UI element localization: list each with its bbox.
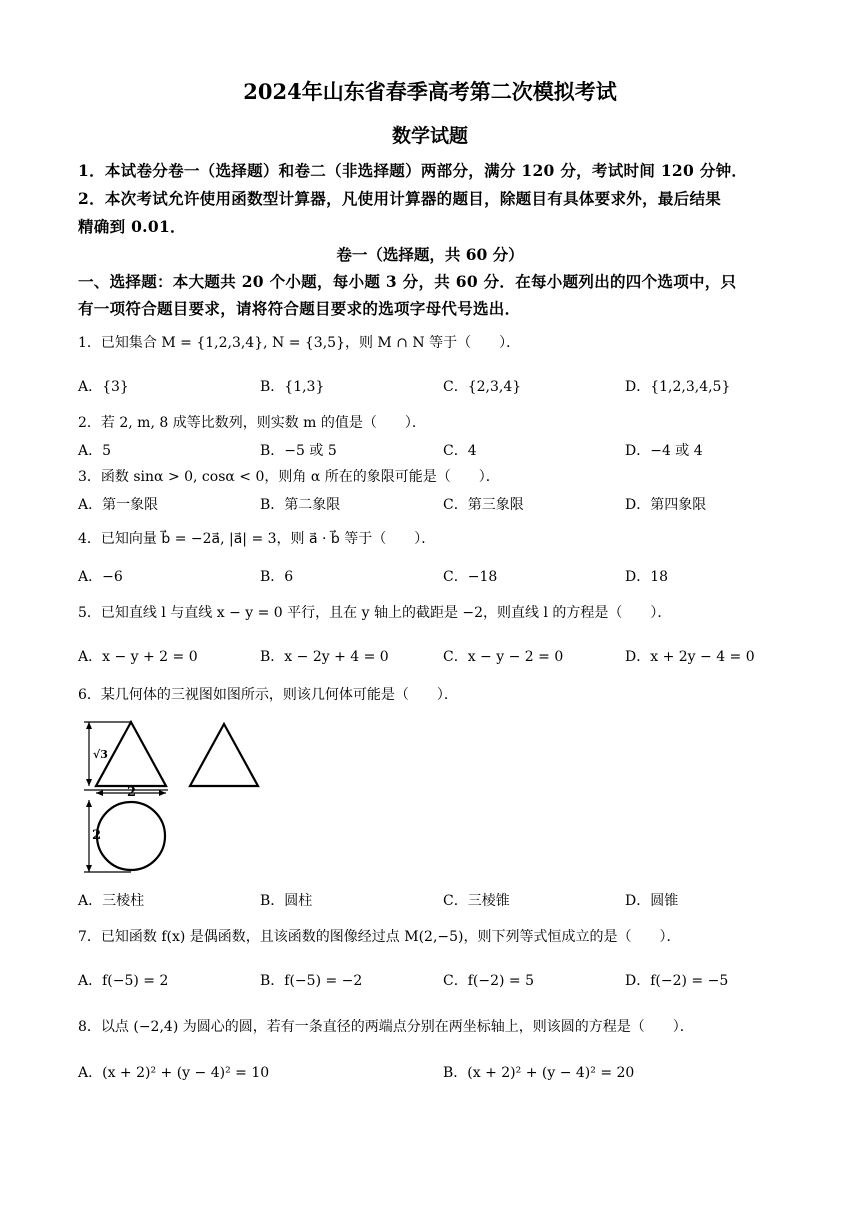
question-1-option-b: B．{1,3}	[260, 379, 325, 395]
question-7-option-b: B．f(−5) = −2	[260, 973, 363, 989]
question-4-option-c: C．−18	[443, 569, 498, 585]
question-1-option-c: C．{2,3,4}	[443, 379, 522, 395]
section-desc-line2: 有一项符合题目要求，请将符合题目要求的选项字母代号选出．	[78, 299, 521, 318]
question-8-stem: 8．以点 (−2,4) 为圆心的圆，若有一条直径的两端点分别在两坐标轴上，则该圆的方程是（ ）．	[78, 1019, 694, 1035]
top-view-circle	[97, 802, 165, 870]
question-2-option-c: C．4	[443, 443, 477, 459]
question-6-option-d: D．圆锥	[625, 893, 679, 909]
question-6-option-c: C．三棱锥	[443, 893, 510, 909]
width-label: 2	[127, 785, 137, 800]
question-2-option-a: A．5	[78, 443, 112, 459]
side-view-triangle	[190, 724, 258, 786]
instruction-1: 1．本试卷分卷一（选择题）和卷二（非选择题）两部分，满分 120 分，考试时间 120 分钟．	[78, 161, 748, 180]
question-1-stem: 1．已知集合 M = {1,2,3,4}, N = {3,5}，则 M ∩ N 等于（ ）．	[78, 335, 521, 351]
instruction-2: 2．本次考试允许使用函数型计算器，凡使用计算器的题目，除题目有具体要求外，最后结果	[78, 189, 722, 208]
question-5-option-d: D．x + 2y − 4 = 0	[625, 649, 755, 665]
question-3-option-c: C．第三象限	[443, 497, 524, 513]
question-8-option-a: A．(x + 2)² + (y − 4)² = 10	[78, 1065, 270, 1081]
question-7-option-a: A．f(−5) = 2	[78, 973, 169, 989]
question-4-option-b: B．6	[260, 569, 294, 585]
question-4-option-a: A．−6	[78, 569, 123, 585]
question-7-option-c: C．f(−2) = 5	[443, 973, 534, 989]
circle-height-label: 2	[92, 828, 102, 843]
three-view-figure	[84, 714, 274, 886]
question-2-option-d: D．−4 或 4	[625, 443, 703, 459]
question-6-option-a: A．三棱柱	[78, 893, 145, 909]
front-height-label: √3	[93, 748, 108, 761]
question-5-option-c: C．x − y − 2 = 0	[443, 649, 564, 665]
question-7-option-d: D．f(−2) = −5	[625, 973, 729, 989]
exam-subtitle: 数学试题	[391, 125, 468, 147]
question-3-stem: 3．函数 sinα > 0, cosα < 0，则角 α 所在的象限可能是（ ）．	[78, 469, 500, 485]
question-1-option-a: A．{3}	[78, 379, 129, 395]
question-6-stem: 6．某几何体的三视图如图所示，则该几何体可能是（ ）．	[78, 687, 458, 703]
question-3-option-a: A．第一象限	[78, 497, 159, 513]
question-4-stem: 4．已知向量 b⃗ = −2a⃗, |a⃗| = 3，则 a⃗ · b⃗ 等于（ ）．	[78, 531, 436, 547]
question-8-option-b: B．(x + 2)² + (y − 4)² = 20	[443, 1065, 635, 1081]
question-2-option-b: B．−5 或 5	[260, 443, 337, 459]
question-5-option-a: A．x − y + 2 = 0	[78, 649, 198, 665]
exam-title: 2024年山东省春季高考第二次模拟考试	[243, 79, 617, 104]
instruction-2-cont: 精确到 0.01．	[78, 217, 186, 236]
question-3-option-d: D．第四象限	[625, 497, 707, 513]
three-view-diagram	[84, 714, 274, 882]
question-2-stem: 2．若 2, m, 8 成等比数列，则实数 m 的值是（ ）．	[78, 415, 426, 431]
question-1-option-d: D．{1,2,3,4,5}	[625, 379, 731, 395]
question-3-option-b: B．第二象限	[260, 497, 341, 513]
question-7-stem: 7．已知函数 f(x) 是偶函数，且该函数的图像经过点 M(2,−5)，则下列等式恒成立的是（ ）．	[78, 929, 681, 945]
section-title: 卷一（选择题，共 60 分）	[336, 245, 524, 264]
question-6-option-b: B．圆柱	[260, 893, 313, 909]
question-5-option-b: B．x − 2y + 4 = 0	[260, 649, 389, 665]
question-5-stem: 5．已知直线 l 与直线 x − y = 0 平行，且在 y 轴上的截距是 −2，则直线 l 的方程是（ ）．	[78, 605, 672, 621]
question-4-option-d: D．18	[625, 569, 669, 585]
section-desc-line1: 一、选择题：本大题共 20 个小题，每小题 3 分，共 60 分．在每小题列出的四个选项中，只	[78, 272, 737, 291]
